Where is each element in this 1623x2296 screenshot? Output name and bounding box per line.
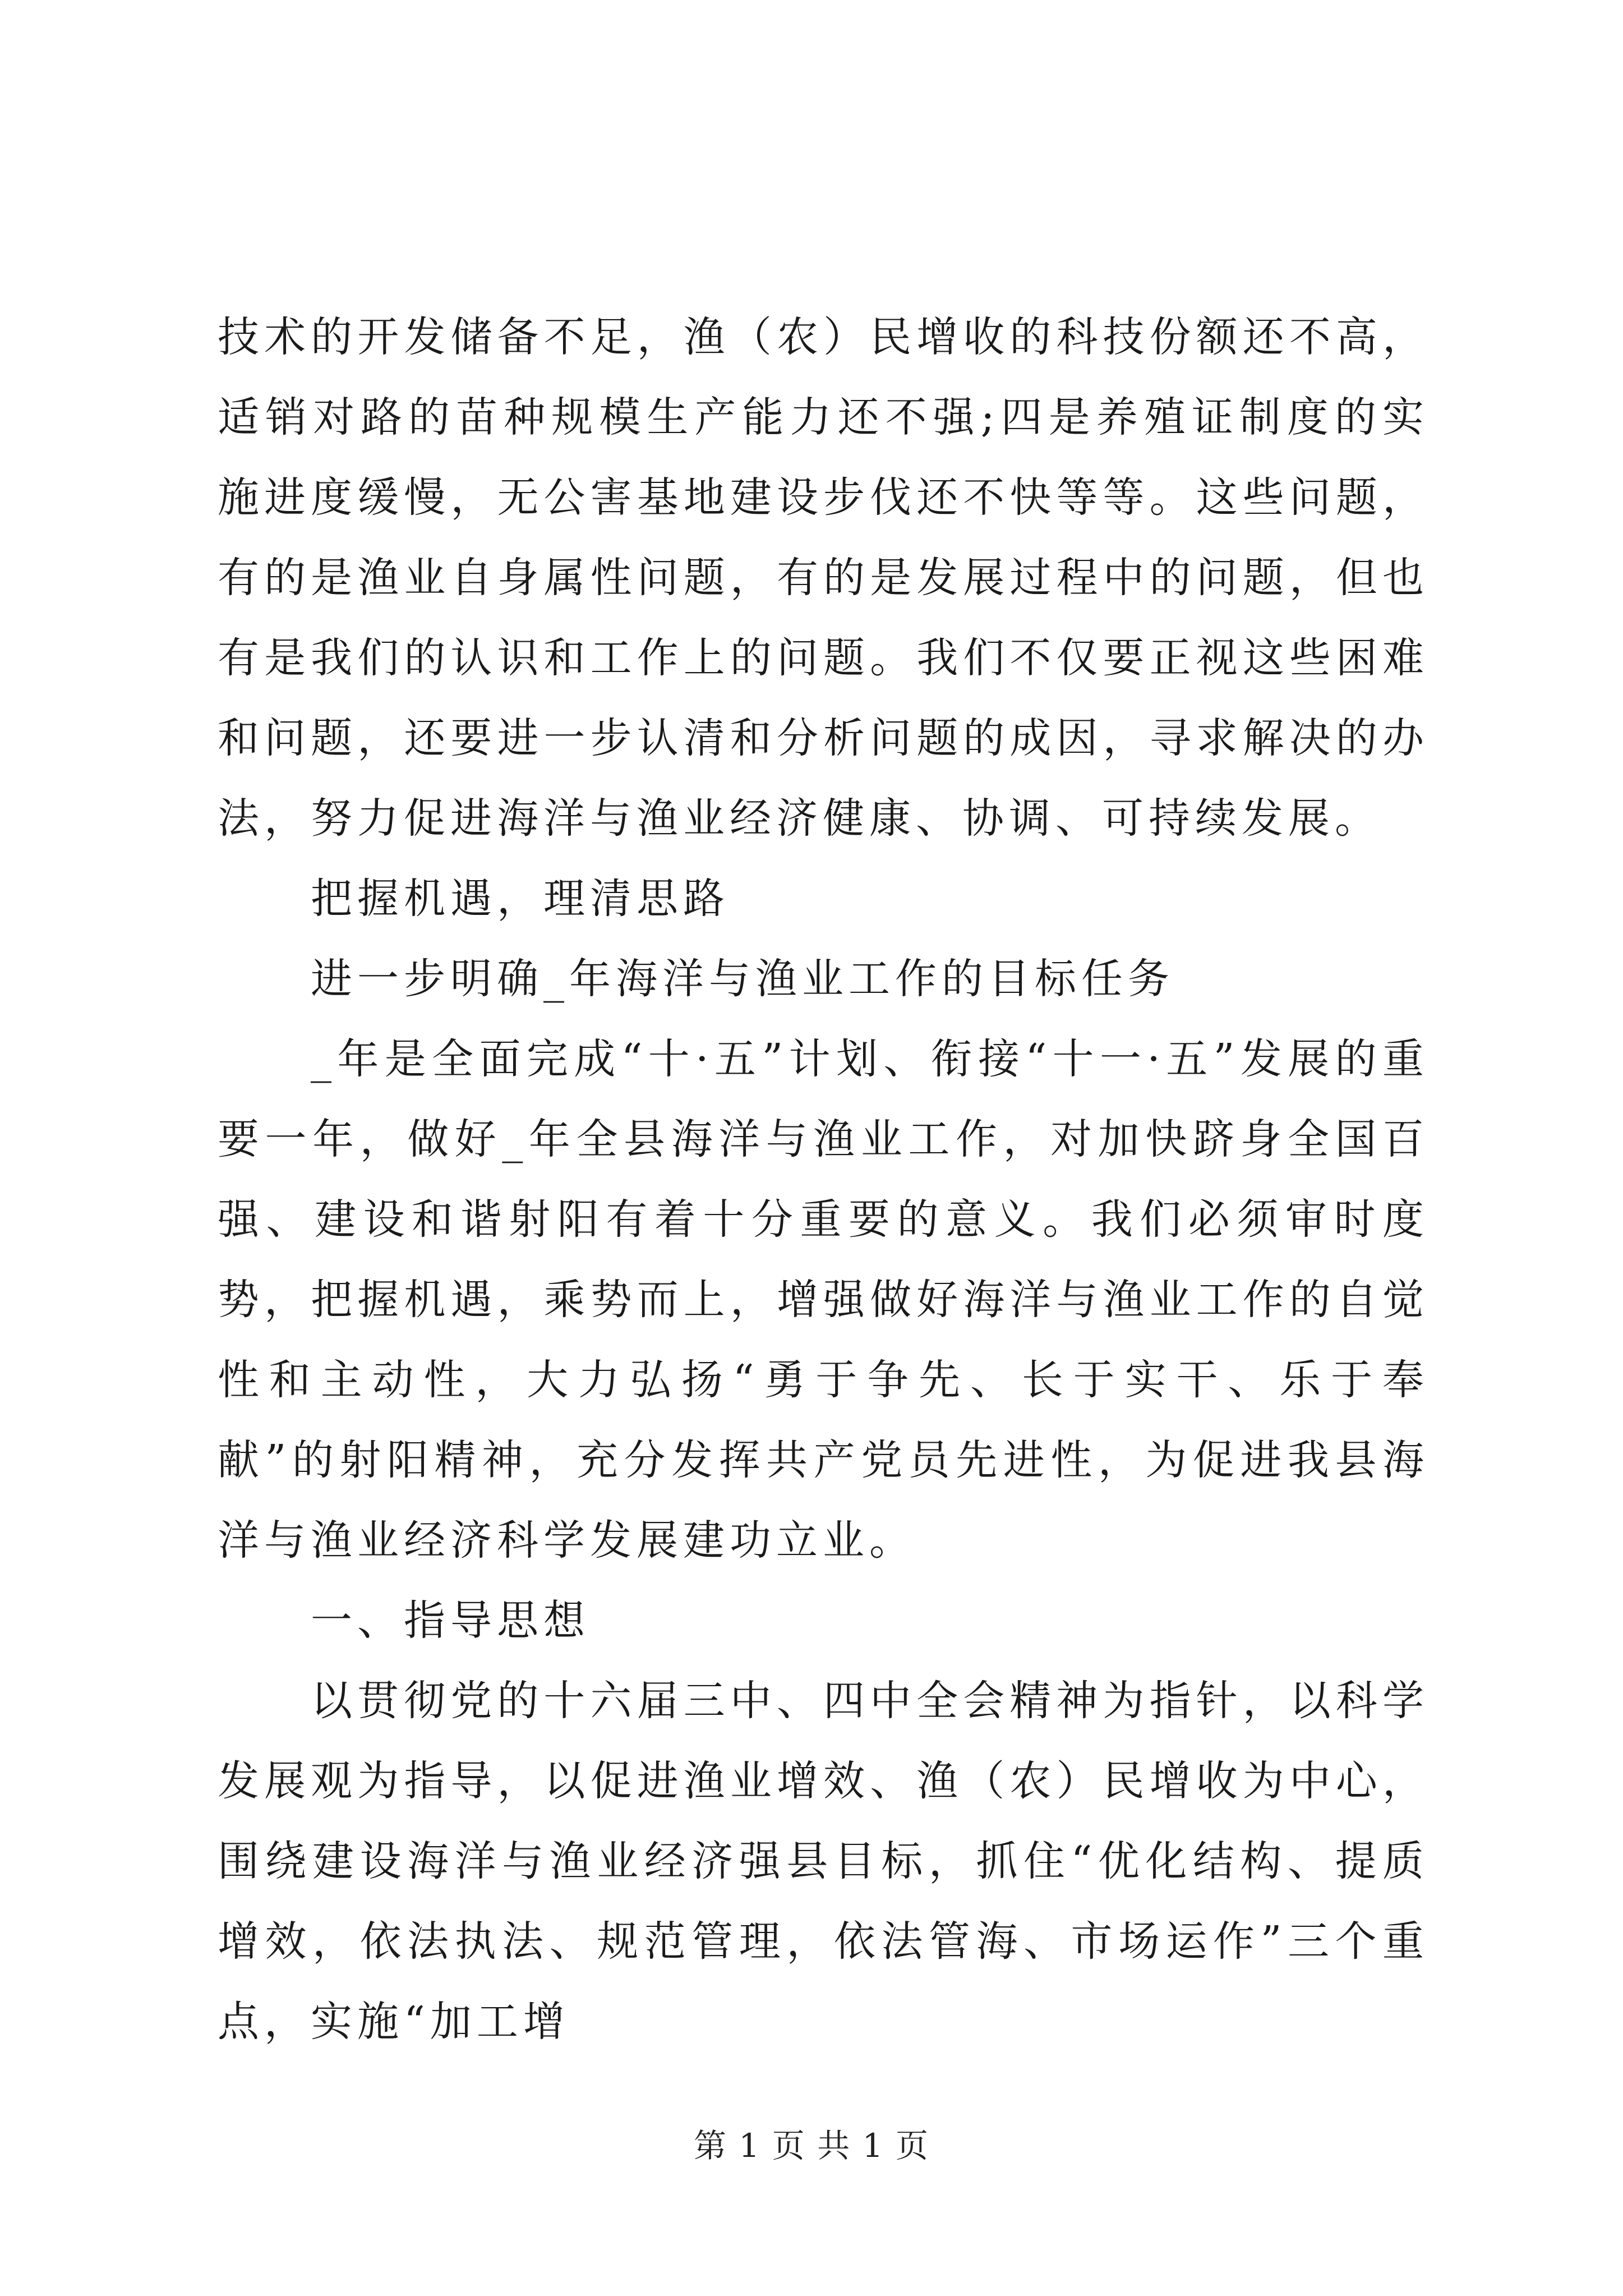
paragraph-continued: 技术的开发储备不足，渔（农）民增收的科技份额还不高，适销对路的苗种规模生产能力还不强;四是养殖证制度的实施进度缓慢，无公害基地建设步伐还不快等等。这些问题，有的是渔业自身属性问题，有的是发展过程中的问题，但也有是我们的认识和工作上的问题。我们不仅要正视这些困难和问题，还要进一步认清和分析问题的成因，寻求解决的办法，努力促进海洋与渔业经济健康、协调、可持续发展。 [218, 313, 1429, 843]
section-subheading: 进一步明确_年海洋与渔业工作的目标任务 [311, 955, 1174, 1003]
paragraph: _年是全面完成“十·五”计划、衔接“十一·五”发展的重要一年，做好_年全县海洋与渔业工作，对加快跻身全国百强、建设和谐射阳有着十分重要的意义。我们必须审时度势，把握机遇，乘势而上，增强做好海洋与渔业工作的自觉性和主动性，大力弘扬“勇于争先、长于实干、乐于奉献”的射阳精神，充分发挥共产党员先进性，为促进我县海洋与渔业经济科学发展建功立业。 [218, 1035, 1429, 1565]
paragraph: 以贯彻党的十六届三中、四中全会精神为指针，以科学发展观为指导，以促进渔业增效、渔（农）民增收为中心，围绕建设海洋与渔业经济强县目标，抓住“优化结构、提质增效，依法执法、规范管理，依法管海、市场运作”三个重点，实施“加工增 [218, 1677, 1429, 2046]
page-number-footer: 第 1 页 共 1 页 [694, 2127, 929, 2165]
document-body [218, 297, 1429, 2062]
section-heading: 把握机遇，理清思路 [311, 875, 730, 923]
section-heading-guiding-thought: 一、指导思想 [311, 1596, 590, 1645]
